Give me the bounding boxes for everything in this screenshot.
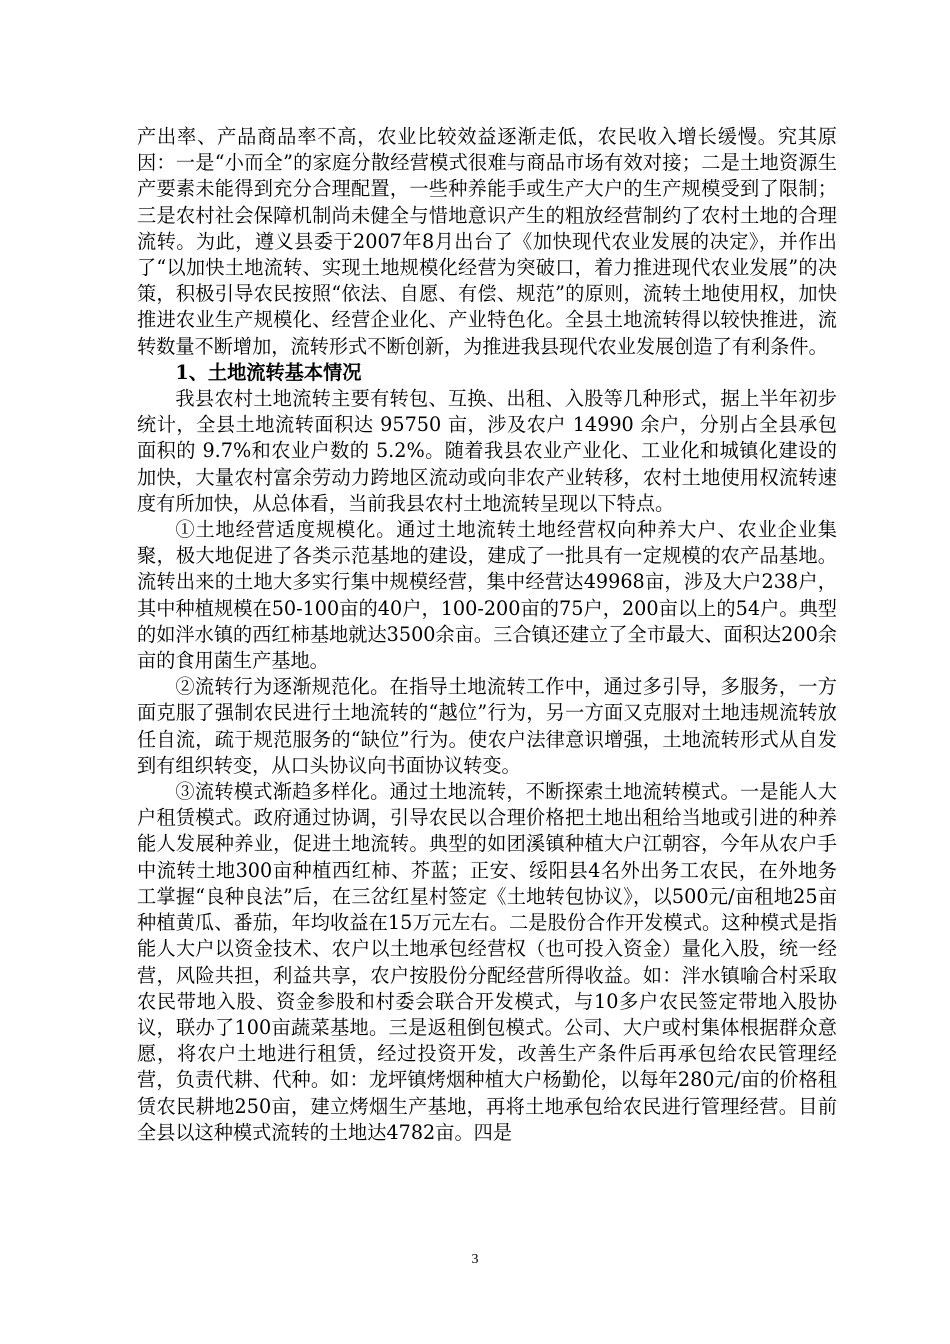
paragraph-feature-1: ①土地经营适度规模化。通过土地流转土地经营权向种养大户、农业企业集聚，极大地促进了各类示范基地的建设，建成了一批具有一定规模的农产品基地。流转出来的土地大多实行集中规模经营，集中经营达49968亩，涉及大户238户，其中种植规模在50-100亩的40户，100-200亩的75户，200亩以上的54户。典型的如泮水镇的西红柿基地就达3500余亩。三合镇还建立了全市最大、面积达200余亩的食用菌生产基地。 <box>137 518 837 673</box>
paragraph-intro-continuation: 产出率、产品商品率不高，农业比较效益逐渐走低，农民收入增长缓慢。究其原因：一是“小而全”的家庭分散经营模式很难与商品市场有效对接；二是土地资源生产要素未能得到充分合理配置，一些种养能手或生产大户的生产规模受到了限制；三是农村社会保障机制尚未健全与惜地意识产生的粗放经营制约了农村土地的合理流转。为此，遵义县委于2007年8月出台了《加快现代农业发展的决定》，并作出了“以加快土地流转、实现土地规模化经营为突破口，着力推进现代农业发展”的决策，积极引导农民按照“依法、自愿、有偿、规范”的原则，流转土地使用权，加快推进农业生产规模化、经营企业化、产业特色化。全县土地流转得以较快推进，流转数量不断增加，流转形式不断创新，为推进我县现代农业发展创造了有利条件。 <box>137 125 837 358</box>
document-body <box>137 124 837 1146</box>
section-heading: 1、土地流转基本情况 <box>175 360 362 384</box>
paragraph-overview: 我县农村土地流转主要有转包、互换、出租、入股等几种形式，据上半年初步统计，全县土地流转面积达 95750 亩，涉及农户 14990 余户，分别占全县承包面积的 9.7%和农业户数的 5.2%。随着我县农业产业化、工业化和城镇化建设的加快，大量农村富余劳动力跨地区流动或向非农产业转移，农村土地使用权流转速度有所加快，从总体看，当前我县农村土地流转呈现以下特点。 <box>137 387 837 515</box>
page-number: 3 <box>471 1252 479 1267</box>
paragraph-feature-2: ②流转行为逐渐规范化。在指导土地流转工作中，通过多引导，多服务，一方面克服了强制农民进行土地流转的“越位”行为，另一方面又克服对土地违规流转放任自流，疏于规范服务的“缺位”行为。使农户法律意识增强，土地流转形式从自发到有组织转变，从口头协议向书面协议转变。 <box>137 675 837 777</box>
paragraph-feature-3: ③流转模式渐趋多样化。通过土地流转，不断探索土地流转模式。一是能人大户租赁模式。政府通过协调，引导农民以合理价格把土地出租给当地或引进的种养能人发展种养业，促进土地流转。典型的如团溪镇种植大户江朝容，今年从农户手中流转土地300亩种植西红柿、芥蓝；正安、绥阳县4名外出务工农民，在外地务工掌握“良种良法”后，在三岔红星村签定《土地转包协议》，以500元/亩租地25亩种植黄瓜、番茄，年均收益在15万元左右。二是股份合作开发模式。这种模式是指能人大户以资金技术、农户以土地承包经营权（也可投入资金）量化入股，统一经营，风险共担，利益共享，农户按股份分配经营所得收益。如：泮水镇喻合村采取农民带地入股、资金参股和村委会联合开发模式，与10多户农民签定带地入股协议，联办了100亩蔬菜基地。三是返租倒包模式。公司、大户或村集体根据群众意愿，将农户土地进行租赁，经过投资开发，改善生产条件后再承包给农民管理经营，负责代耕、代种。如：龙坪镇烤烟种植大户杨勤伦，以每年280元/亩的价格租赁农民耕地250亩，建立烤烟生产基地，再将土地承包给农民进行管理经营。目前全县以这种模式流转的土地达4782亩。四是 <box>137 780 837 1144</box>
